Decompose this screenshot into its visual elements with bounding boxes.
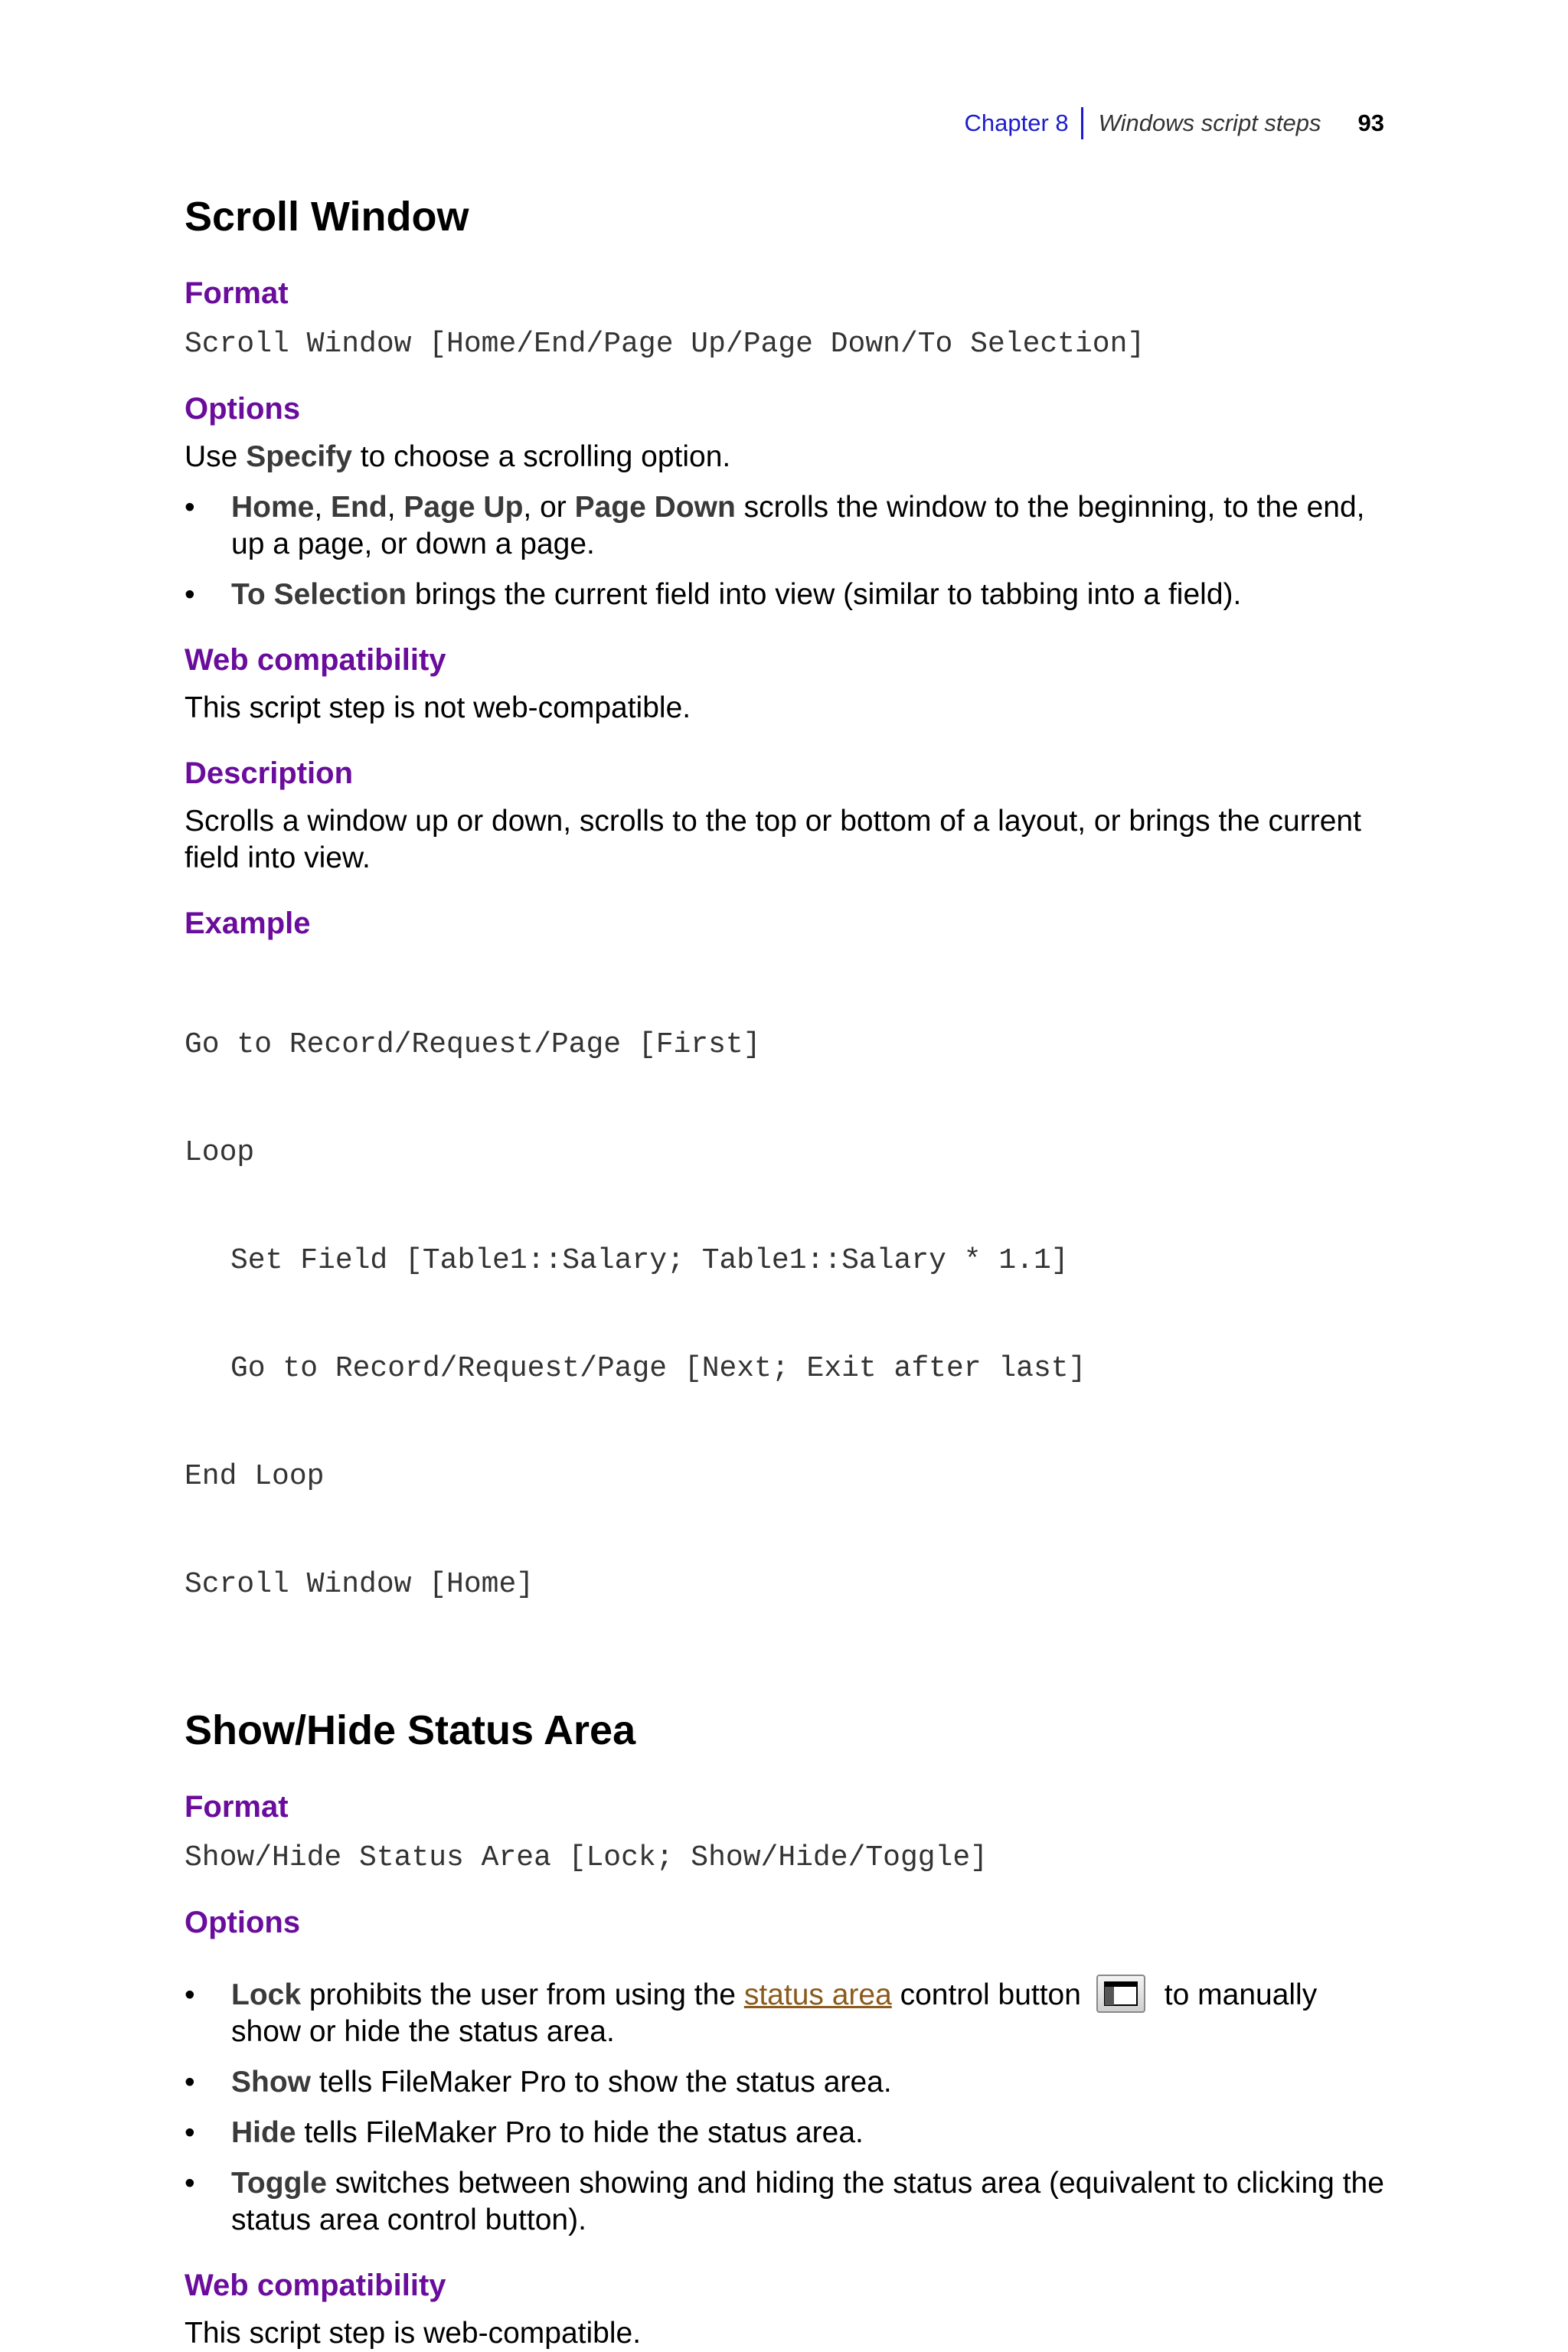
- show-hide-format-heading: Format: [185, 1790, 289, 1824]
- separator-text: ,: [314, 491, 332, 524]
- option-term: Hide: [231, 2116, 296, 2149]
- list-item: [185, 489, 1394, 563]
- scroll-window-example-heading: Example: [185, 906, 311, 940]
- bullet-marker: •: [185, 1978, 195, 2011]
- option-term: Show: [231, 2066, 311, 2099]
- bullet-marker: •: [185, 491, 195, 524]
- scroll-window-web-text: This script step is not web-compatible.: [185, 691, 691, 724]
- show-hide-format-code: Show/Hide Status Area [Lock; Show/Hide/Toggle]: [185, 1841, 988, 1874]
- scroll-window-web-heading: Web compatibility: [185, 643, 446, 677]
- status-area-control-glyph: [1104, 1981, 1138, 2006]
- show-hide-options-heading: Options: [185, 1906, 301, 1939]
- option-term: Page Down: [574, 491, 736, 524]
- scroll-window-format-code: Scroll Window [Home/End/Page Up/Page Down/To Selection]: [185, 328, 1145, 361]
- separator-text: ,: [387, 491, 404, 524]
- page-number: 93: [1357, 109, 1384, 136]
- option-description: switches between showing and hiding the status area (equivalent to clicking the status area control button).: [231, 2167, 1384, 2236]
- code-line: End Loop: [185, 1460, 325, 1493]
- status-area-link[interactable]: status area: [743, 1978, 892, 2011]
- list-item: [185, 2165, 1394, 2239]
- code-line: Set Field [Table1::Salary; Table1::Salary * 1.1]: [230, 1244, 1069, 1277]
- scroll-window-description-heading: Description: [185, 756, 354, 790]
- option-term: Lock: [231, 1978, 302, 2011]
- option-term: Page Up: [403, 491, 524, 524]
- show-hide-options-list: [185, 1977, 1394, 2239]
- running-header: [965, 107, 1385, 139]
- specify-term: Specify: [246, 440, 352, 473]
- show-hide-web-text: This script step is web-compatible.: [185, 2317, 642, 2350]
- scroll-window-format-heading: Format: [185, 276, 289, 310]
- list-item: [185, 2115, 1394, 2151]
- scroll-window-title: Scroll Window: [185, 194, 469, 240]
- intro-text: Use: [185, 440, 247, 473]
- bullet-marker: •: [185, 2167, 195, 2200]
- option-term: Toggle: [231, 2167, 327, 2200]
- option-description: tells FileMaker Pro to show the status area.: [311, 2066, 892, 2099]
- scroll-window-description-text: Scrolls a window up or down, scrolls to the top or bottom of a layout, or brings the current field into view.: [185, 805, 1361, 874]
- scroll-window-options-heading: Options: [185, 392, 301, 426]
- scroll-window-options-intro: [185, 439, 1394, 475]
- scroll-window-options-list: [185, 489, 1394, 613]
- option-term: Home: [231, 491, 315, 524]
- page-content: [185, 191, 1394, 2352]
- section-label: Windows script steps: [1098, 109, 1321, 136]
- option-term: To Selection: [231, 578, 407, 611]
- separator-text: , or: [523, 491, 575, 524]
- status-area-control-icon: [1096, 1975, 1145, 2013]
- code-line: Scroll Window [Home]: [185, 1568, 534, 1601]
- header-divider: [1081, 107, 1083, 139]
- code-line: Go to Record/Request/Page [First]: [185, 1028, 761, 1061]
- option-description: tells FileMaker Pro to hide the status area.: [296, 2116, 864, 2149]
- option-description: control button: [891, 1978, 1081, 2011]
- scroll-window-example-code: [185, 955, 1394, 1674]
- chapter-label: Chapter 8: [964, 109, 1069, 136]
- option-description: to manually show or hide the status area.: [231, 1978, 1318, 2048]
- bullet-marker: •: [185, 2066, 195, 2099]
- show-hide-web-heading: Web compatibility: [185, 2269, 446, 2302]
- option-term: End: [331, 491, 387, 524]
- bullet-marker: •: [185, 578, 195, 611]
- option-description: brings the current field into view (similar to tabbing into a field).: [406, 578, 1242, 611]
- bullet-marker: •: [185, 2116, 195, 2149]
- code-line: Go to Record/Request/Page [Next; Exit after last]: [230, 1352, 1086, 1385]
- code-line: Loop: [185, 1136, 255, 1169]
- option-description: scrolls the window to the beginning, to the end, up a page, or down a page.: [231, 491, 1365, 560]
- list-item: [185, 1977, 1394, 2050]
- intro-text: to choose a scrolling option.: [351, 440, 731, 473]
- list-item: [185, 577, 1394, 613]
- list-item: [185, 2064, 1394, 2101]
- show-hide-title: Show/Hide Status Area: [185, 1707, 636, 1753]
- option-description: prohibits the user from using the: [301, 1978, 744, 2011]
